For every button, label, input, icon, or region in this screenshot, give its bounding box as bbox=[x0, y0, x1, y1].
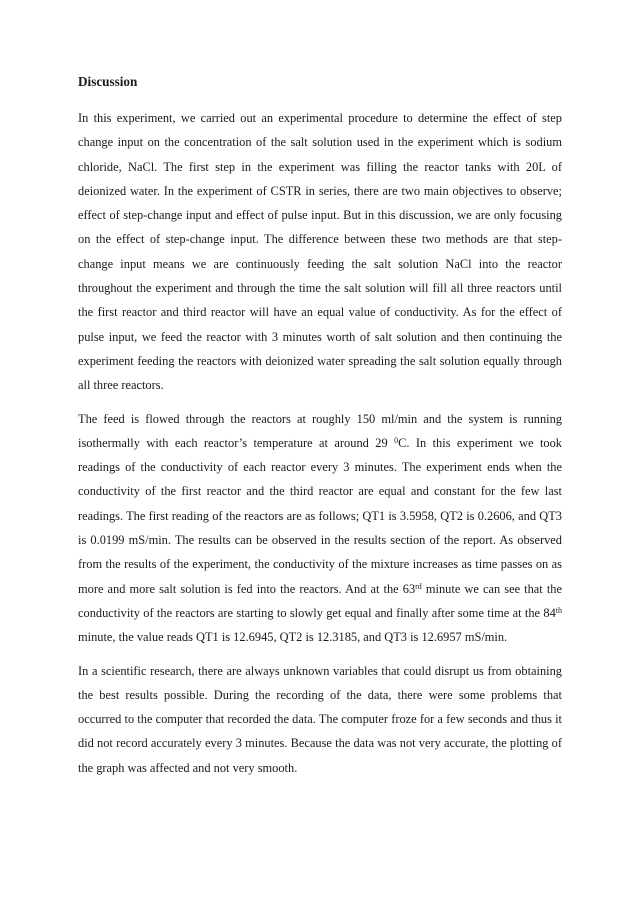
section-heading: Discussion bbox=[78, 74, 138, 89]
paragraph-1: In this experiment, we carried out an experimental procedure to determine the effect of step change input on the concentration of the salt solution used in the experiment which is sodium chloride, NaCl. The first step in the experiment was filling the reactor tanks with 20L of deionized water. In the experiment of CSTR in series, there are two main objectives to observe; effect of step-change input and effect of pulse input. But in this discussion, we are only focusing on the effect of step-change input. The difference between these two methods are that step-change input means we are continuously feeding the salt solution NaCl into the reactor throughout the experiment and through the time the salt solution will fill all three reactors until the first reactor and third reactor will have an equal value of conductivity. As for the effect of pulse input, we feed the reactor with 3 minutes worth of salt solution and then continuing the experiment feeding the reactors with deionized water spreading the salt solution equally through all three reactors. bbox=[78, 111, 562, 393]
degree-superscript: 0 bbox=[394, 435, 399, 445]
ordinal-superscript-rd: rd bbox=[415, 581, 422, 591]
paragraph-2-text-c: minute we can see that the conductivity of the reactors are starting to slowly get equal and finally after some time at the 84 bbox=[78, 581, 562, 620]
paragraph-2-text-a: The feed is flowed through the reactors at roughly 150 ml/min and the system is running isothermally with each reactor’s temperature at around 29 bbox=[78, 411, 562, 450]
paragraph-3: In a scientific research, there are always unknown variables that could disrupt us from obtaining the best results possible. During the recording of the data, there were some problems that occurred to the computer that recorded the data. The computer froze for a few seconds and thus it did not record accurately every 3 minutes. Because the data was not very accurate, the plotting of the graph was affected and not very smooth. bbox=[78, 663, 562, 775]
paragraph-2-text-d: minute, the value reads QT1 is 12.6945, QT2 is 12.3185, and QT3 is 12.6957 mS/min. bbox=[78, 630, 508, 645]
ordinal-superscript-th: th bbox=[555, 605, 562, 615]
document-page bbox=[78, 73, 562, 789]
paragraph-2-text-b: C. In this experiment we took readings of the conductivity of each reactor every 3 minutes. The experiment ends when the conductivity of the first reactor and the third reactor are equal and constant for the few last readings. The first reading of the reactors are as follows; QT1 is 3.5958, QT2 is 0.2606, and QT3 is 0.0199 mS/min. The results can be observed in the results section of the report. As observed from the results of the experiment, the conductivity of the mixture increases as time passes on as more and more salt solution is fed into the reactors. And at the 63 bbox=[78, 435, 562, 596]
paragraph-2 bbox=[78, 407, 562, 650]
